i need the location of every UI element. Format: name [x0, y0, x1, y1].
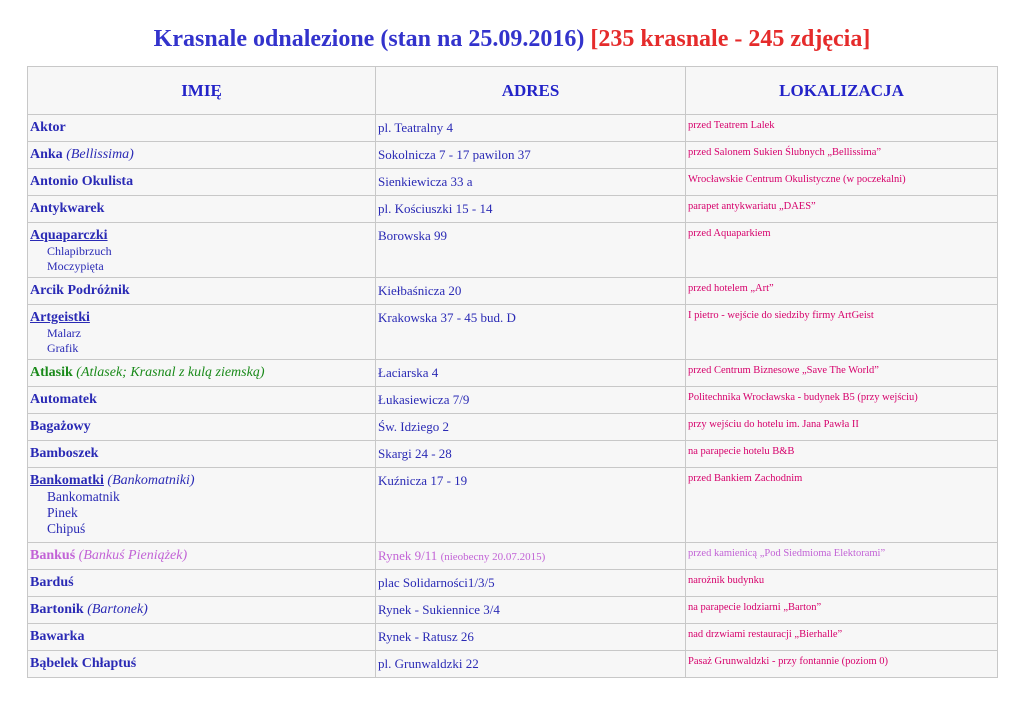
cell-address	[376, 169, 686, 196]
dwarf-name: Antonio Okulista	[30, 174, 134, 189]
cell-name	[28, 278, 376, 305]
title-count: [235 krasnale - 245 zdjęcia]	[590, 26, 871, 52]
column-header-name: IMIĘ	[28, 67, 376, 115]
cell-address	[376, 196, 686, 223]
table-row	[28, 441, 998, 468]
cell-location: przed Teatrem Lalek	[686, 115, 998, 142]
dwarf-name: Automatek	[30, 392, 97, 407]
dwarf-subname: Chlapibrzuch	[47, 244, 112, 258]
table-row	[28, 414, 998, 441]
cell-address	[376, 468, 686, 543]
address-text: Rynek - Ratusz 26	[378, 629, 474, 644]
table-row	[28, 543, 998, 570]
cell-address	[376, 570, 686, 597]
cell-location: Politechnika Wrocławska - budynek B5 (przy wejściu)	[686, 387, 998, 414]
dwarf-name: Bawarka	[30, 629, 85, 644]
dwarf-subname: Grafik	[47, 341, 79, 355]
cell-address	[376, 624, 686, 651]
dwarf-name: Arcik Podróżnik	[30, 283, 130, 298]
cell-address	[376, 142, 686, 169]
cell-location: przy wejściu do hotelu im. Jana Pawła II	[686, 414, 998, 441]
address-text: plac Solidarności1/3/5	[378, 575, 495, 590]
cell-address	[376, 115, 686, 142]
dwarf-name: Bartonik	[30, 602, 84, 617]
address-text: Rynek 9/11	[378, 548, 438, 563]
cell-name	[28, 305, 376, 360]
table-row	[28, 597, 998, 624]
cell-location: przed hotelem „Art”	[686, 278, 998, 305]
cell-name	[28, 115, 376, 142]
dwarf-subname: Malarz	[47, 326, 81, 340]
dwarf-subname: Bankomatnik	[47, 489, 120, 504]
dwarf-subname: Pinek	[47, 505, 78, 520]
cell-name	[28, 360, 376, 387]
cell-address	[376, 543, 686, 570]
address-text: Borowska 99	[378, 228, 447, 243]
table-row	[28, 305, 998, 360]
cell-name	[28, 196, 376, 223]
cell-address	[376, 651, 686, 678]
title-main: Krasnale odnalezione (stan na 25.09.2016)	[153, 26, 591, 52]
cell-address	[376, 223, 686, 278]
cell-name	[28, 441, 376, 468]
table-row	[28, 278, 998, 305]
cell-name	[28, 468, 376, 543]
cell-address	[376, 387, 686, 414]
table-row	[28, 468, 998, 543]
dwarf-name: Atlasik	[30, 365, 73, 380]
cell-address	[376, 278, 686, 305]
table-row	[28, 387, 998, 414]
dwarf-name: Barduś	[30, 575, 74, 590]
cell-location: przed Salonem Sukien Ślubnych „Bellissima”	[686, 142, 998, 169]
dwarf-alias: (Bartonek)	[87, 602, 148, 617]
address-note: (nieobecny 20.07.2015)	[440, 551, 546, 563]
dwarf-subname: Chipuś	[47, 521, 86, 536]
page-title	[0, 26, 1024, 53]
table-row	[28, 115, 998, 142]
cell-address	[376, 305, 686, 360]
cell-location: nad drzwiami restauracji „Bierhalle”	[686, 624, 998, 651]
address-text: Łaciarska 4	[378, 365, 439, 380]
dwarf-name: Bagażowy	[30, 419, 91, 434]
cell-location: I pietro - wejście do siedziby firmy ArtGeist	[686, 305, 998, 360]
cell-address	[376, 441, 686, 468]
cell-location: narożnik budynku	[686, 570, 998, 597]
cell-address	[376, 360, 686, 387]
address-text: pl. Kościuszki 15 - 14	[378, 201, 493, 216]
cell-name	[28, 651, 376, 678]
dwarf-alias: (Atlasek; Krasnal z kulą ziemską)	[76, 365, 265, 380]
dwarf-name: Bamboszek	[30, 446, 99, 461]
table-row	[28, 624, 998, 651]
cell-name	[28, 142, 376, 169]
cell-name	[28, 387, 376, 414]
dwarf-name: Antykwarek	[30, 201, 105, 216]
dwarf-name[interactable]: Bankomatki	[30, 473, 104, 488]
cell-name	[28, 597, 376, 624]
dwarf-subname: Moczypięta	[47, 259, 104, 273]
address-text: Kiełbaśnicza 20	[378, 283, 462, 298]
cell-location: przed Centrum Biznesowe „Save The World”	[686, 360, 998, 387]
dwarf-name: Anka	[30, 147, 63, 162]
cell-location: przed kamienicą „Pod Siedmioma Elektorami”	[686, 543, 998, 570]
address-text: pl. Teatralny 4	[378, 120, 454, 135]
address-text: Krakowska 37 - 45 bud. D	[378, 310, 516, 325]
address-text: Sokolnicza 7 - 17 pawilon 37	[378, 147, 531, 162]
table-row	[28, 360, 998, 387]
cell-address	[376, 597, 686, 624]
column-header-location: LOKALIZACJA	[686, 67, 998, 115]
dwarf-name: Bąbelek Chłaptuś	[30, 656, 137, 671]
address-text: Skargi 24 - 28	[378, 446, 452, 461]
cell-location: parapet antykwariatu „DAES”	[686, 196, 998, 223]
cell-location: Wrocławskie Centrum Okulistyczne (w poczekalni)	[686, 169, 998, 196]
address-text: Sienkiewicza 33 a	[378, 174, 473, 189]
cell-location: przed Aquaparkiem	[686, 223, 998, 278]
dwarf-name: Aktor	[30, 120, 66, 135]
dwarf-alias: (Bankomatniki)	[107, 473, 195, 488]
address-text: Łukasiewicza 7/9	[378, 392, 470, 407]
address-text: pl. Grunwaldzki 22	[378, 656, 479, 671]
cell-name	[28, 414, 376, 441]
table-row	[28, 142, 998, 169]
table-row	[28, 196, 998, 223]
cell-address	[376, 414, 686, 441]
cell-location: Pasaż Grunwaldzki - przy fontannie (poziom 0)	[686, 651, 998, 678]
cell-location: przed Bankiem Zachodnim	[686, 468, 998, 543]
dwarf-name[interactable]: Aquaparczki	[30, 228, 108, 243]
table-row	[28, 223, 998, 278]
cell-location: na parapecie lodziarni „Barton”	[686, 597, 998, 624]
cell-location: na parapecie hotelu B&B	[686, 441, 998, 468]
cell-name	[28, 624, 376, 651]
address-text: Rynek - Sukiennice 3/4	[378, 602, 500, 617]
cell-name	[28, 169, 376, 196]
cell-name	[28, 570, 376, 597]
cell-name	[28, 223, 376, 278]
table-header-row	[28, 67, 998, 115]
address-text: Kuźnicza 17 - 19	[378, 473, 468, 488]
dwarf-name[interactable]: Artgeistki	[30, 310, 90, 325]
table-row	[28, 651, 998, 678]
dwarf-alias: (Bankuś Pieniążek)	[78, 548, 188, 563]
dwarf-table	[27, 66, 998, 678]
table-row	[28, 169, 998, 196]
column-header-address: ADRES	[376, 67, 686, 115]
table-row	[28, 570, 998, 597]
dwarf-name: Bankuś	[30, 548, 76, 563]
dwarf-alias: (Bellissima)	[66, 147, 134, 162]
cell-name	[28, 543, 376, 570]
address-text: Św. Idziego 2	[378, 419, 450, 434]
